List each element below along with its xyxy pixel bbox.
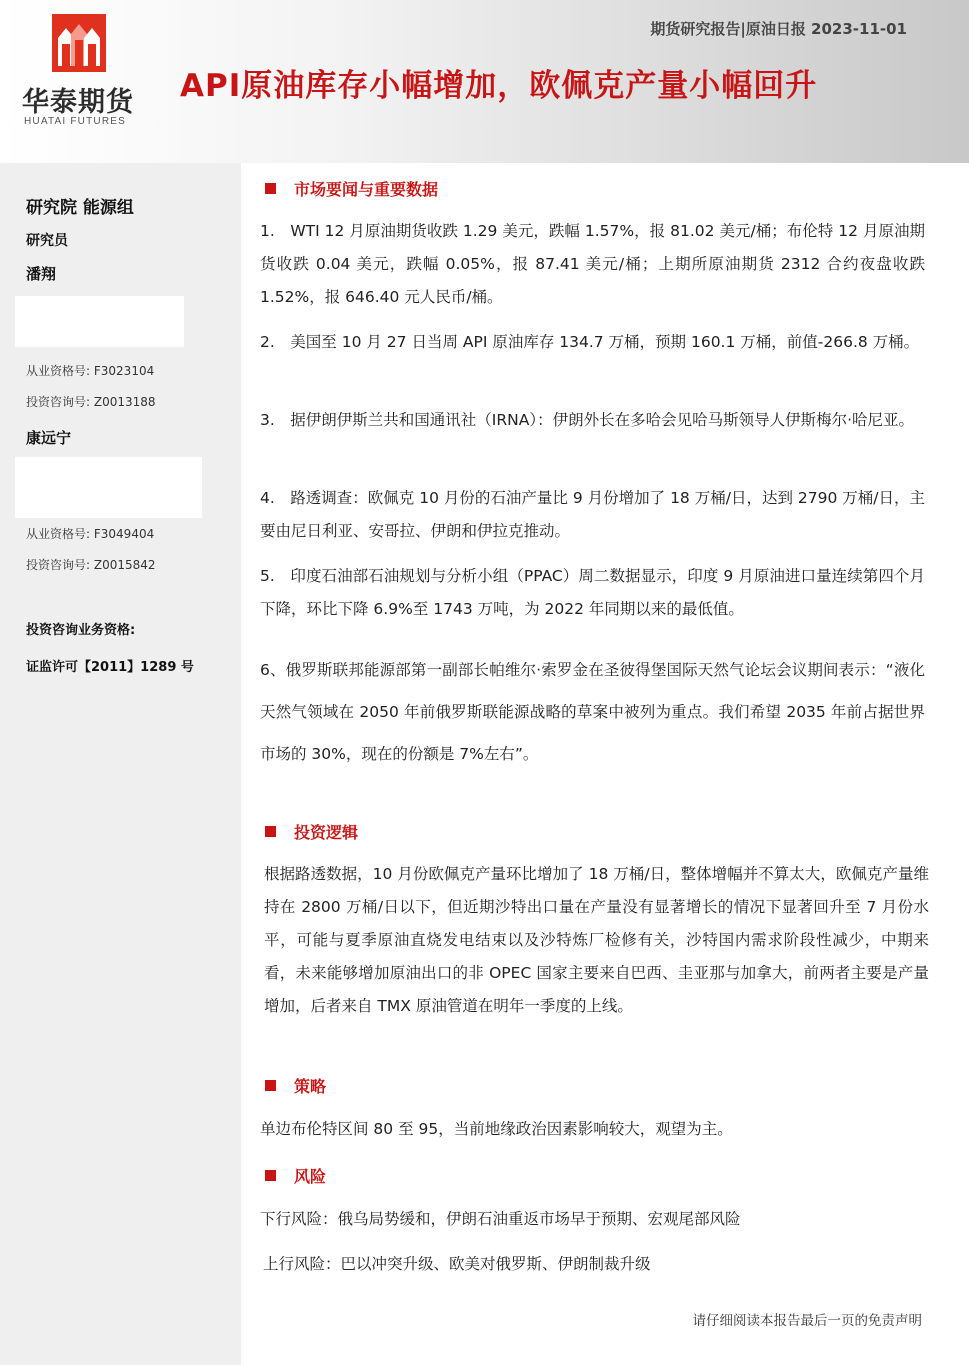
consult-line (26, 393, 156, 410)
risk-up: 上行风险：巴以冲突升级、欧美对俄罗斯、伊朗制裁升级 (263, 1255, 651, 1273)
bullet-square-icon (265, 826, 276, 837)
analyst-photo-placeholder (15, 457, 202, 518)
huatai-logo-icon (52, 14, 106, 72)
logic-paragraph: 根据路透数据，10 月份欧佩克产量环比增加了 18 万桶/日，整体增幅并不算太大，欧佩克产量维持在 2800 万桶/日以下，但近期沙特出口量在产量没有显著增长的情况下显著回升至 7 月份水平，可能与夏季原油直烧发电结束以及沙特炼厂检修有关，沙特国内需求阶段性减少，中期来看，未来能够增加原油出口的非 OPEC 国家主要来自巴西、圭亚那与加拿大，前两者主要是产量增加，后者来自 TMX 原油管道在明年一季度的上线。 (264, 865, 929, 1015)
logo-chinese-name: 华泰期货 (22, 87, 134, 118)
qualification-number: F3023104 (93, 364, 155, 378)
report-content (241, 163, 969, 1313)
company-logo (22, 14, 144, 134)
role-label: 研究员 (26, 233, 68, 249)
section-title-logic (265, 820, 358, 843)
bullet-square-icon (265, 1170, 276, 1181)
section-title-text: 风险 (294, 1167, 327, 1186)
qualification-label: 从业资格号: (26, 364, 91, 378)
qualification-line (26, 362, 154, 379)
consult-number: Z0013188 (93, 395, 156, 409)
news-item: 2. 美国至 10 月 27 日当周 API 原油库存 134.7 万桶，预期 160.1 万桶，前值-266.8 万桶。 (260, 333, 920, 351)
risk-down: 下行风险：俄乌局势缓和，伊朗石油重返市场早于预期、宏观尾部风险 (260, 1210, 741, 1228)
news-item: 1. WTI 12 月原油期货收跌 1.29 美元，跌幅 1.57%，报 81.02 美元/桶；布伦特 12 月原油期货收跌 0.04 美元，跌幅 0.05%，报 87.41 美元/桶；上期所原油期货 2312 合约夜盘收跌 1.52%，报 646.40 元人民币/桶。 (260, 222, 925, 306)
analyst-photo-placeholder (15, 296, 184, 347)
qualification-label: 从业资格号: (26, 527, 91, 541)
section-title-text: 市场要闻与重要数据 (294, 180, 439, 199)
logo-english-name: HUATAI FUTURES (24, 116, 126, 127)
analyst-name: 康远宁 (26, 429, 72, 447)
license-title: 投资咨询业务资格: (26, 623, 136, 638)
bullet-square-icon (265, 183, 276, 194)
report-meta: 期货研究报告|原油日报 2023-11-01 (650, 20, 907, 38)
section-title-text: 投资逻辑 (294, 823, 359, 842)
consult-label: 投资咨询号: (26, 558, 91, 572)
analyst-name: 潘翔 (26, 265, 57, 283)
consult-label: 投资咨询号: (26, 395, 91, 409)
section-title-strategy (265, 1074, 326, 1097)
qualification-number: F3049404 (93, 527, 155, 541)
disclaimer-note: 请仔细阅读本报告最后一页的免责声明 (692, 1313, 922, 1329)
consult-line (26, 556, 156, 573)
bullet-square-icon (265, 1080, 276, 1091)
report-header (0, 0, 969, 163)
news-item: 6、俄罗斯联邦能源部第一副部长帕维尔·索罗金在圣彼得堡国际天然气论坛会议期间表示：“液化天然气领域在 2050 年前俄罗斯联能源战略的草案中被列为重点。我们希望 2035 年前占据世界市场的 30%，现在的份额是 7%左右”。 (260, 661, 925, 763)
report-title: API原油库存小幅增加，欧佩克产量小幅回升 (180, 68, 818, 104)
strategy-paragraph: 单边布伦特区间 80 至 95，当前地缘政治因素影响较大，观望为主。 (260, 1120, 733, 1138)
analyst-sidebar (0, 163, 241, 1365)
section-title-news (265, 177, 438, 200)
qualification-line (26, 525, 154, 542)
section-title-text: 策略 (294, 1077, 327, 1096)
news-item: 4. 路透调查：欧佩克 10 月份的石油产量比 9 月份增加了 18 万桶/日，达到 2790 万桶/日，主要由尼日利亚、安哥拉、伊朗和伊拉克推动。 (260, 489, 925, 540)
department: 研究院 能源组 (26, 198, 134, 218)
license-number: 证监许可【2011】1289 号 (26, 660, 194, 675)
section-title-risk (265, 1164, 326, 1187)
news-item: 3. 据伊朗伊斯兰共和国通讯社（IRNA）：伊朗外长在多哈会见哈马斯领导人伊斯梅尔·哈尼亚。 (260, 411, 915, 429)
consult-number: Z0015842 (93, 558, 156, 572)
news-item: 5. 印度石油部石油规划与分析小组（PPAC）周二数据显示，印度 9 月原油进口量连续第四个月下降，环比下降 6.9%至 1743 万吨，为 2022 年同期以来的最低值。 (260, 567, 925, 618)
